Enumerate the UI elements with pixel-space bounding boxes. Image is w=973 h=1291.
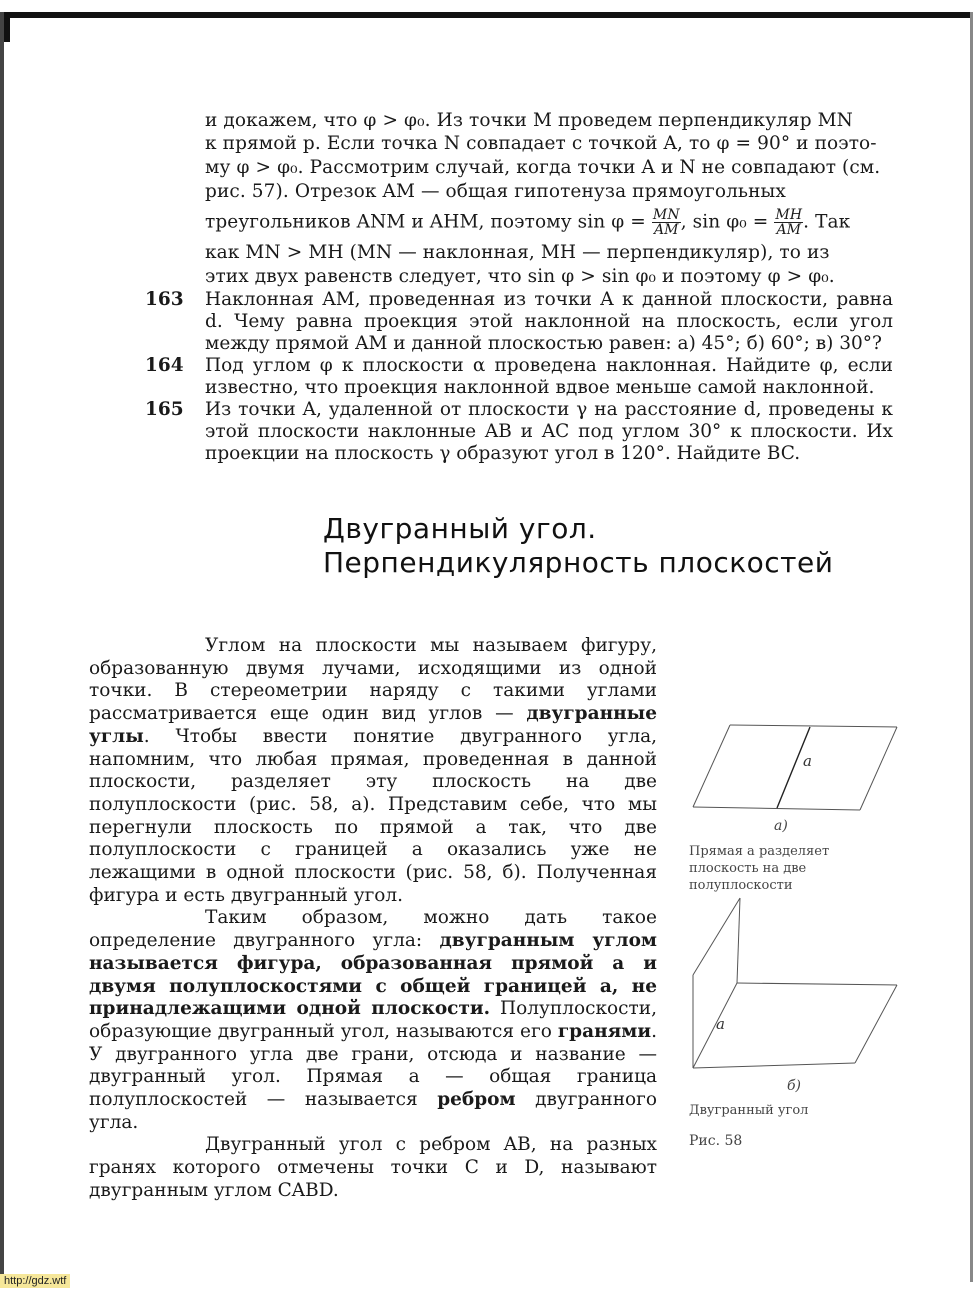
plane-left-edge bbox=[693, 725, 730, 807]
so-text: . Так bbox=[803, 211, 851, 233]
body-paragraph-1 bbox=[89, 635, 657, 907]
body-p1-text-a: Углом на плоскости мы называем фигуру, образованную двумя лучами, исходящими из одной точки. В стереометрии наряду с такими углами рассматривается еще один вид углов — bbox=[89, 635, 657, 725]
body-p2-text-g: двугранного угла. bbox=[89, 1089, 657, 1133]
intro-line-1: и докажем, что φ > φ₀. Из точки M проведем перпендикуляр MN bbox=[205, 110, 853, 131]
fraction-1-denominator: AM bbox=[653, 222, 679, 238]
upper-face-right-edge bbox=[693, 983, 737, 1068]
figure-58a-sublabel: а) bbox=[774, 818, 788, 834]
problem-number: 164 bbox=[145, 355, 184, 376]
lower-face-bottom-edge bbox=[693, 1063, 855, 1068]
figure-58b-caption: Двугранный угол bbox=[689, 1103, 809, 1118]
lower-face-right-edge bbox=[855, 985, 897, 1063]
section-body bbox=[89, 635, 657, 1203]
figure-58a-line-label: a bbox=[803, 752, 812, 770]
upper-face-top-edge bbox=[737, 898, 740, 983]
scan-corner-mark bbox=[4, 18, 10, 42]
scan-left-border bbox=[0, 12, 4, 1282]
figure-58-label: Рис. 58 bbox=[689, 1133, 743, 1149]
body-paragraph-2 bbox=[89, 907, 657, 1134]
fraction-2-numerator: MH bbox=[775, 207, 803, 223]
intro-line-6: как MN > MH (MN — наклонная, MH — перпендикуляр), то из bbox=[205, 242, 830, 263]
plane-top-edge bbox=[730, 725, 897, 727]
body-p2-text-e: . У двугранного угла две грани, отсюда и название — двугранный угол. Прямая a — общая граница полуплоскостей — называется bbox=[89, 1020, 657, 1111]
problem-text: Под углом φ к плоскости α проведена наклонная. Найдите φ, если известно, что проекция наклонной вдвое меньше самой наклонной. bbox=[205, 355, 893, 398]
plane-outline bbox=[693, 725, 897, 810]
sin-phi0-text: , sin φ₀ = bbox=[680, 211, 769, 233]
section-title-line-2: Перпендикулярность плоскостей bbox=[323, 546, 834, 579]
problem-text: Наклонная AM, проведенная из точки A к данной плоскости, равна d. Чему равна проекция этой наклонной на плоскость, если угол между прямой AM и данной плоскостью равен: а) 45°; б) 60°; в) 30°? bbox=[205, 289, 893, 354]
body-paragraph-3: Двугранный угол с ребром AB, на разных гранях которого отмечены точки C и D, называют двугранным углом CABD. bbox=[89, 1134, 657, 1201]
dihedral-outline bbox=[693, 898, 897, 1068]
intro-line-5 bbox=[205, 208, 893, 237]
figure-58a-plane bbox=[685, 715, 905, 815]
body-p1-text-c: . Чтобы ввести понятие двугранного угла, напомним, что любая прямая, проведенная в данной плоскости, разделяет эту плоскость на две полуплоскости (рис. 58, а). Представим себе, что мы перегнули плоскость по прямой a так, что две полуплоскости с границей a оказались уже не лежащими в одной плоскости (рис. 58, б). Полученная фигура и есть двугранный угол. bbox=[89, 725, 657, 906]
fraction-2-denominator: AM bbox=[776, 222, 802, 238]
intro-line-3: му φ > φ₀. Рассмотрим случай, когда точки A и N не совпадают (см. bbox=[205, 157, 881, 178]
fraction-1-numerator: MN bbox=[652, 207, 680, 223]
section-title-line-1: Двугранный угол. bbox=[323, 512, 597, 545]
term-edge: ребром bbox=[437, 1089, 516, 1111]
intro-line-2: к прямой p. Если точка N совпадает с точкой A, то φ = 90° и поэто- bbox=[205, 133, 877, 154]
problem-number: 163 bbox=[145, 289, 184, 310]
lower-face-top-edge bbox=[737, 983, 897, 985]
body-p2-text-a: Таким образом, можно дать такое определение двугранного угла: bbox=[89, 907, 657, 952]
figure-58b-edge-label: a bbox=[716, 1015, 725, 1033]
scan-top-border bbox=[0, 12, 973, 18]
section-title bbox=[323, 512, 843, 580]
intro-line-4: рис. 57). Отрезок AM — общая гипотенуза прямоугольных bbox=[205, 181, 786, 202]
term-faces: гранями bbox=[557, 1020, 652, 1042]
intro-line-7: этих двух равенств следует, что sin φ > sin φ₀ и поэтому φ > φ₀. bbox=[205, 266, 835, 287]
figure-58b-dihedral bbox=[685, 893, 905, 1073]
term-dihedral-angles: двугранные углы bbox=[89, 703, 657, 747]
problem-text: Из точки A, удаленной от плоскости γ на расстояние d, проведены к этой плоскости наклонные AB и AC под углом 30° к плоскости. Их проекции на плоскость γ образуют угол в 120°. Найдите BC. bbox=[205, 399, 893, 464]
intro-line-5-text: треугольников ANM и AHM, поэтому sin φ = bbox=[205, 211, 646, 233]
figure-58b-sublabel: б) bbox=[787, 1078, 802, 1094]
fraction-mn-am bbox=[652, 208, 681, 237]
plane-right-edge bbox=[860, 727, 897, 810]
fraction-mh-am bbox=[774, 208, 803, 237]
problem-number: 165 bbox=[145, 399, 184, 420]
upper-face-left-edge bbox=[693, 898, 740, 975]
definition-dihedral-angle: двугранным углом называется фигура, образованная прямой a и двумя полуплоскостями с общей границей a, не принадлежащими одной плоскости. bbox=[89, 930, 658, 1020]
watermark-link[interactable]: http://gdz.wtf bbox=[0, 1274, 70, 1288]
figure-58a-caption: Прямая a разделяет плоскость на две полуплоскости bbox=[689, 844, 830, 893]
body-p2-text-c: Полуплоскости, образующие двугранный угол, называются его bbox=[89, 998, 657, 1042]
